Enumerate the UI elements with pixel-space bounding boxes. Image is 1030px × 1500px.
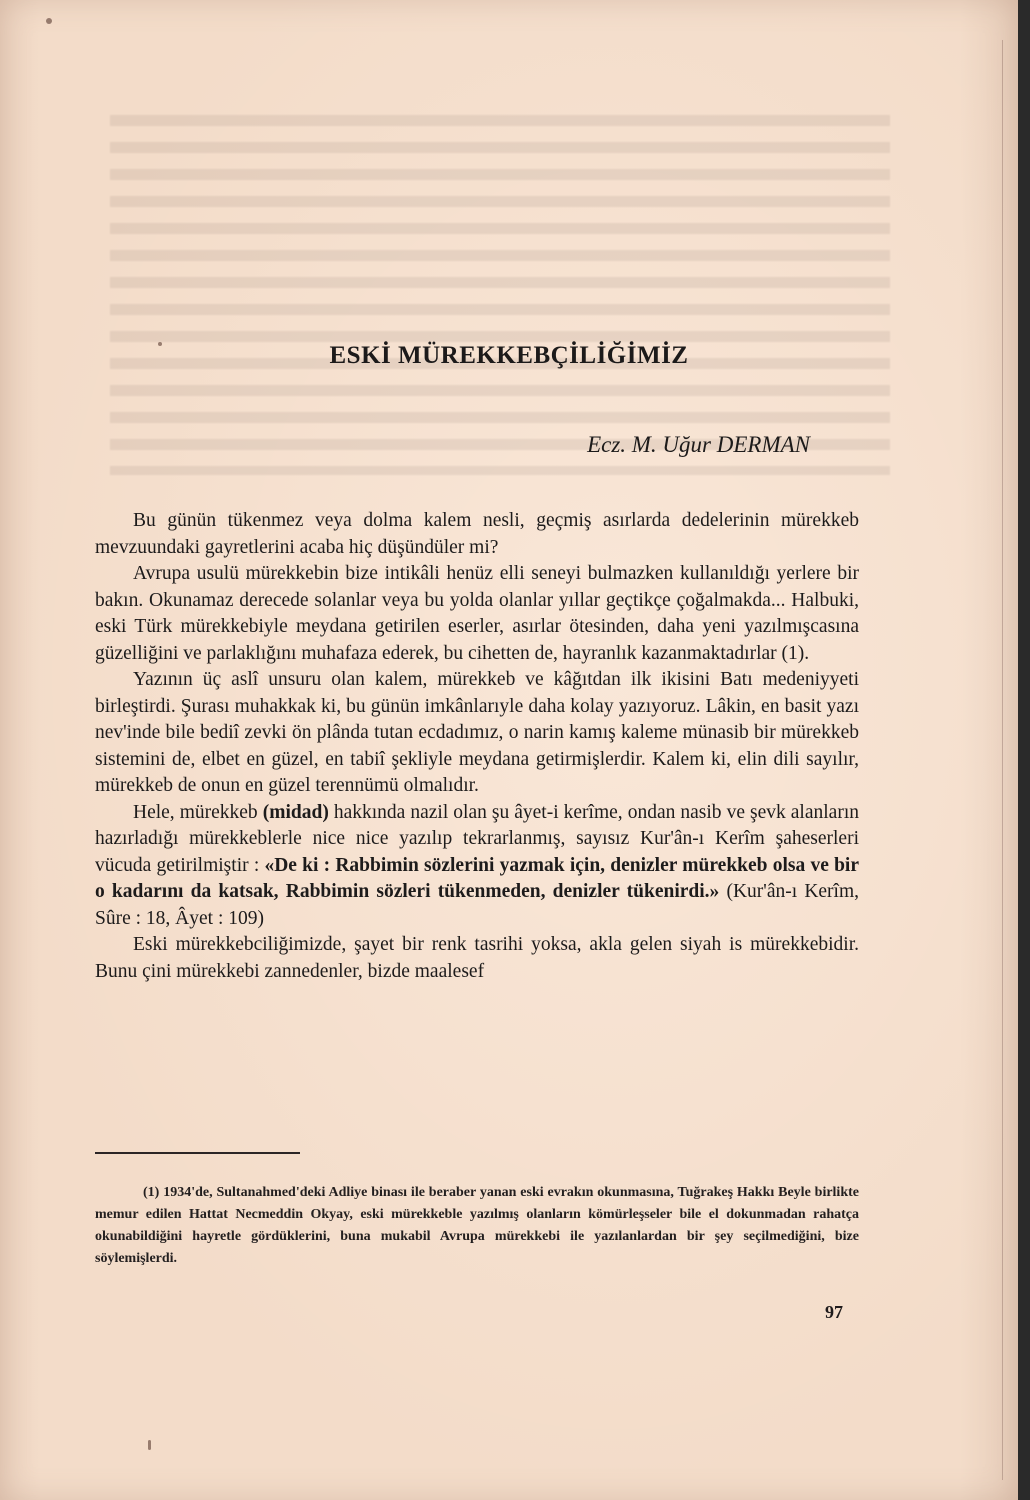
footnote: (1) 1934'de, Sultanahmed'deki Adliye binası ile beraber yanan eski evrakın okunmasına, Tuğrakeş Hakkı Beyle birlikte memur edilen Hattat Necmeddin Okyay, eski mürekkeble yazılmış olanların kömürleşseler bile el dokunmadan rahatça okunabildiğini hayretle gördüklerini, buna mukabil Avrupa mürekkebi ile yazılanlardan bir şey seçilmediğini, bize söylemişlerdi. xyxy=(95,1185,859,1266)
verse-reference: (Kur'ân-ı Kerîm, Sûre : 18, Âyet : 109) xyxy=(95,881,860,929)
paper-speck xyxy=(148,1440,151,1450)
paper-speck xyxy=(46,18,52,24)
paragraph-4-intro: Hele, mürekkeb xyxy=(133,801,258,823)
page-edge-line xyxy=(1002,40,1003,1480)
paragraph-3: Yazının üç aslî unsuru olan kalem, mürekkeb ve kâğıtdan ilk ikisini Batı medeniyyeti birleştirdi. Şurası muhakkak ki, bu günün imkânlarıyle daha kolay yazıyoruz. Lâkin, en basit yazı nev'inde bile bediî zevki ön plânda tutan ecdadımız, o narin kamış kaleme münasib bir mürekkeb sistemini de, elbet en güzel, en tabiî şekliyle meydana getirmişlerdir. Kalem ki, elin dili sayılır, mürekkeb de onun en güzel terennümü olmalıdır. xyxy=(95,669,859,796)
article-author: Ecz. M. Uğur DERMAN xyxy=(587,432,810,457)
footnote-divider xyxy=(95,1152,300,1154)
paragraph-5: Eski mürekkebciliğimizde, şayet bir renk tasrihi yoksa, akla gelen siyah is mürekkebidir. Bunu çini mürekkebi zannedenler, bizde maalesef xyxy=(95,934,859,982)
verse-quote: «De ki : Rabbimin sözlerini yazmak için, denizler mürekkeb olsa ve bir o kadarını da katsak, Rabbimin sözleri tükenmeden, denizler tükenirdi.» xyxy=(95,854,859,902)
paragraph-4 xyxy=(95,800,859,933)
paragraph-4-mid: hakkında nazil olan şu âyet-i kerîme, ondan nasib ve şevk alanların hazırladığı mürekkeblerle nice nice yazılıp tekrarlanmış, sayısız Kur'ân-ı Kerîm şaheserleri vücuda getirilmiştir : xyxy=(95,801,859,876)
show-through-text xyxy=(110,115,890,475)
article-title: ESKİ MÜREKKEBÇİLİĞİMİZ xyxy=(329,342,689,369)
article-body xyxy=(95,508,859,985)
paragraph-1: Bu günün tükenmez veya dolma kalem nesli, geçmiş asırlarda dedelerinin mürekkeb mevzuundaki gayretlerini acaba hiç düşündüler mi? xyxy=(95,510,859,558)
midad-term: (midad) xyxy=(262,801,329,823)
paragraph-2: Avrupa usulü mürekkebin bize intikâli henüz elli seneyi bulmazken kullanıldığı yerlere bir bakın. Okunamaz derecede solanlar veya bu yolda olanlar yıllar geçtikçe çoğalmakda... Halbuki, eski Türk mürekkebiyle meydana getirilen eserler, asırlar ötesinden, daha yeni yazılmışcasına güzelliğini ve parlaklığını muhafaza ederek, bu cihetten de, hayranlık kazanmaktadırlar (1). xyxy=(95,563,859,664)
page-number: 97 xyxy=(825,1302,843,1322)
